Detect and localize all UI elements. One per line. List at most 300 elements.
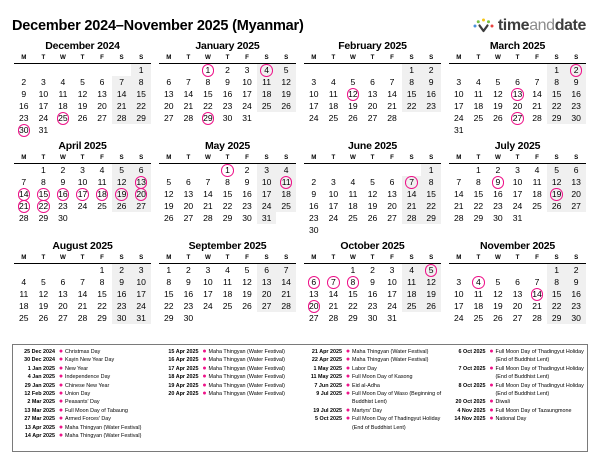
day-cell[interactable] (92, 312, 112, 324)
day-cell[interactable] (276, 264, 296, 277)
holiday-day-cell[interactable] (53, 188, 73, 200)
day-cell[interactable] (527, 176, 547, 188)
day-cell[interactable] (53, 88, 73, 100)
day-cell[interactable] (159, 88, 179, 100)
day-cell[interactable] (276, 76, 296, 88)
day-cell[interactable] (257, 264, 277, 277)
day-cell[interactable] (566, 88, 586, 100)
day-cell[interactable] (92, 288, 112, 300)
day-cell[interactable] (237, 264, 257, 277)
holiday-day-cell[interactable] (14, 200, 34, 212)
day-cell[interactable] (257, 188, 277, 200)
day-cell[interactable] (112, 76, 132, 88)
day-cell[interactable] (363, 100, 383, 112)
day-cell[interactable] (469, 112, 489, 124)
holiday-day-cell[interactable] (53, 112, 73, 124)
day-cell[interactable] (527, 76, 547, 88)
day-cell[interactable] (382, 276, 402, 288)
day-cell[interactable] (112, 112, 132, 124)
day-cell[interactable] (179, 88, 199, 100)
day-cell[interactable] (218, 88, 238, 100)
day-cell[interactable] (304, 188, 324, 200)
day-cell[interactable] (547, 112, 567, 124)
day-cell[interactable] (508, 276, 528, 288)
day-cell[interactable] (363, 200, 383, 212)
day-cell[interactable] (469, 312, 489, 324)
day-cell[interactable] (198, 76, 218, 88)
day-cell[interactable] (14, 176, 34, 188)
day-cell[interactable] (363, 76, 383, 88)
day-cell[interactable] (218, 276, 238, 288)
day-cell[interactable] (92, 176, 112, 188)
day-cell[interactable] (402, 288, 422, 300)
day-cell[interactable] (547, 200, 567, 212)
day-cell[interactable] (112, 176, 132, 188)
day-cell[interactable] (179, 276, 199, 288)
day-cell[interactable] (179, 100, 199, 112)
day-cell[interactable] (237, 164, 257, 177)
day-cell[interactable] (382, 100, 402, 112)
day-cell[interactable] (237, 188, 257, 200)
holiday-day-cell[interactable] (218, 164, 238, 177)
day-cell[interactable] (159, 276, 179, 288)
day-cell[interactable] (131, 312, 151, 324)
day-cell[interactable] (304, 100, 324, 112)
day-cell[interactable] (304, 88, 324, 100)
day-cell[interactable] (257, 176, 277, 188)
day-cell[interactable] (14, 276, 34, 288)
holiday-day-cell[interactable] (14, 124, 34, 136)
day-cell[interactable] (527, 112, 547, 124)
day-cell[interactable] (469, 300, 489, 312)
day-cell[interactable] (198, 188, 218, 200)
day-cell[interactable] (488, 276, 508, 288)
day-cell[interactable] (237, 200, 257, 212)
day-cell[interactable] (304, 112, 324, 124)
day-cell[interactable] (131, 64, 151, 77)
day-cell[interactable] (363, 312, 383, 324)
day-cell[interactable] (547, 64, 567, 77)
day-cell[interactable] (257, 200, 277, 212)
day-cell[interactable] (159, 200, 179, 212)
day-cell[interactable] (402, 88, 422, 100)
day-cell[interactable] (198, 276, 218, 288)
day-cell[interactable] (34, 312, 54, 324)
day-cell[interactable] (159, 300, 179, 312)
day-cell[interactable] (257, 300, 277, 312)
day-cell[interactable] (112, 88, 132, 100)
day-cell[interactable] (237, 176, 257, 188)
day-cell[interactable] (449, 112, 469, 124)
day-cell[interactable] (402, 300, 422, 312)
day-cell[interactable] (566, 200, 586, 212)
day-cell[interactable] (198, 288, 218, 300)
day-cell[interactable] (179, 312, 199, 324)
day-cell[interactable] (324, 212, 344, 224)
day-cell[interactable] (449, 124, 469, 136)
day-cell[interactable] (179, 264, 199, 277)
day-cell[interactable] (131, 264, 151, 277)
day-cell[interactable] (343, 176, 363, 188)
timeanddate-logo[interactable] (473, 17, 588, 35)
day-cell[interactable] (276, 88, 296, 100)
day-cell[interactable] (488, 100, 508, 112)
day-cell[interactable] (508, 312, 528, 324)
day-cell[interactable] (92, 76, 112, 88)
day-cell[interactable] (198, 300, 218, 312)
day-cell[interactable] (382, 264, 402, 277)
day-cell[interactable] (112, 300, 132, 312)
day-cell[interactable] (304, 288, 324, 300)
day-cell[interactable] (508, 200, 528, 212)
day-cell[interactable] (343, 112, 363, 124)
holiday-day-cell[interactable] (343, 88, 363, 100)
holiday-day-cell[interactable] (34, 188, 54, 200)
day-cell[interactable] (508, 100, 528, 112)
day-cell[interactable] (547, 176, 567, 188)
day-cell[interactable] (547, 100, 567, 112)
day-cell[interactable] (218, 264, 238, 277)
day-cell[interactable] (34, 164, 54, 177)
day-cell[interactable] (237, 276, 257, 288)
day-cell[interactable] (363, 276, 383, 288)
day-cell[interactable] (257, 88, 277, 100)
day-cell[interactable] (73, 312, 93, 324)
day-cell[interactable] (449, 200, 469, 212)
day-cell[interactable] (112, 276, 132, 288)
day-cell[interactable] (343, 288, 363, 300)
day-cell[interactable] (324, 176, 344, 188)
day-cell[interactable] (276, 188, 296, 200)
day-cell[interactable] (73, 288, 93, 300)
day-cell[interactable] (257, 164, 277, 177)
day-cell[interactable] (304, 212, 324, 224)
day-cell[interactable] (159, 176, 179, 188)
day-cell[interactable] (363, 300, 383, 312)
day-cell[interactable] (402, 100, 422, 112)
holiday-day-cell[interactable] (198, 112, 218, 124)
day-cell[interactable] (92, 164, 112, 177)
day-cell[interactable] (382, 88, 402, 100)
day-cell[interactable] (324, 88, 344, 100)
day-cell[interactable] (112, 100, 132, 112)
day-cell[interactable] (53, 312, 73, 324)
day-cell[interactable] (131, 276, 151, 288)
day-cell[interactable] (237, 100, 257, 112)
day-cell[interactable] (179, 200, 199, 212)
day-cell[interactable] (527, 188, 547, 200)
day-cell[interactable] (198, 264, 218, 277)
day-cell[interactable] (276, 64, 296, 77)
holiday-day-cell[interactable] (324, 276, 344, 288)
day-cell[interactable] (159, 76, 179, 88)
holiday-day-cell[interactable] (92, 188, 112, 200)
day-cell[interactable] (566, 76, 586, 88)
day-cell[interactable] (34, 276, 54, 288)
day-cell[interactable] (469, 76, 489, 88)
holiday-day-cell[interactable] (402, 176, 422, 188)
day-cell[interactable] (421, 100, 441, 112)
day-cell[interactable] (276, 288, 296, 300)
day-cell[interactable] (382, 312, 402, 324)
holiday-day-cell[interactable] (469, 276, 489, 288)
day-cell[interactable] (257, 212, 277, 224)
day-cell[interactable] (53, 176, 73, 188)
day-cell[interactable] (343, 312, 363, 324)
day-cell[interactable] (159, 112, 179, 124)
day-cell[interactable] (14, 100, 34, 112)
day-cell[interactable] (304, 224, 324, 236)
day-cell[interactable] (382, 176, 402, 188)
day-cell[interactable] (527, 100, 547, 112)
day-cell[interactable] (469, 100, 489, 112)
day-cell[interactable] (92, 200, 112, 212)
day-cell[interactable] (547, 164, 567, 177)
day-cell[interactable] (53, 212, 73, 224)
day-cell[interactable] (218, 64, 238, 77)
day-cell[interactable] (469, 88, 489, 100)
day-cell[interactable] (218, 176, 238, 188)
day-cell[interactable] (73, 76, 93, 88)
day-cell[interactable] (382, 112, 402, 124)
day-cell[interactable] (34, 100, 54, 112)
day-cell[interactable] (488, 112, 508, 124)
day-cell[interactable] (159, 288, 179, 300)
day-cell[interactable] (527, 300, 547, 312)
day-cell[interactable] (421, 300, 441, 312)
day-cell[interactable] (179, 112, 199, 124)
day-cell[interactable] (449, 188, 469, 200)
day-cell[interactable] (566, 164, 586, 177)
day-cell[interactable] (34, 176, 54, 188)
day-cell[interactable] (92, 264, 112, 277)
day-cell[interactable] (131, 300, 151, 312)
day-cell[interactable] (218, 76, 238, 88)
day-cell[interactable] (179, 288, 199, 300)
day-cell[interactable] (449, 76, 469, 88)
day-cell[interactable] (73, 276, 93, 288)
day-cell[interactable] (276, 300, 296, 312)
day-cell[interactable] (449, 88, 469, 100)
day-cell[interactable] (179, 176, 199, 188)
day-cell[interactable] (324, 112, 344, 124)
day-cell[interactable] (363, 264, 383, 277)
day-cell[interactable] (488, 88, 508, 100)
day-cell[interactable] (112, 288, 132, 300)
day-cell[interactable] (237, 288, 257, 300)
day-cell[interactable] (343, 212, 363, 224)
day-cell[interactable] (469, 176, 489, 188)
holiday-day-cell[interactable] (304, 300, 324, 312)
holiday-day-cell[interactable] (421, 264, 441, 277)
day-cell[interactable] (547, 300, 567, 312)
day-cell[interactable] (566, 276, 586, 288)
day-cell[interactable] (566, 264, 586, 277)
day-cell[interactable] (179, 76, 199, 88)
day-cell[interactable] (159, 188, 179, 200)
day-cell[interactable] (324, 100, 344, 112)
day-cell[interactable] (527, 200, 547, 212)
day-cell[interactable] (382, 188, 402, 200)
day-cell[interactable] (14, 88, 34, 100)
day-cell[interactable] (92, 112, 112, 124)
day-cell[interactable] (34, 112, 54, 124)
day-cell[interactable] (198, 88, 218, 100)
day-cell[interactable] (547, 76, 567, 88)
day-cell[interactable] (421, 188, 441, 200)
day-cell[interactable] (527, 276, 547, 288)
day-cell[interactable] (237, 112, 257, 124)
day-cell[interactable] (382, 300, 402, 312)
day-cell[interactable] (508, 164, 528, 177)
day-cell[interactable] (488, 300, 508, 312)
day-cell[interactable] (237, 300, 257, 312)
day-cell[interactable] (34, 288, 54, 300)
day-cell[interactable] (488, 76, 508, 88)
day-cell[interactable] (343, 264, 363, 277)
day-cell[interactable] (449, 300, 469, 312)
day-cell[interactable] (469, 164, 489, 177)
day-cell[interactable] (73, 112, 93, 124)
day-cell[interactable] (527, 88, 547, 100)
day-cell[interactable] (382, 212, 402, 224)
day-cell[interactable] (34, 76, 54, 88)
day-cell[interactable] (218, 112, 238, 124)
day-cell[interactable] (508, 300, 528, 312)
day-cell[interactable] (14, 76, 34, 88)
day-cell[interactable] (218, 212, 238, 224)
day-cell[interactable] (112, 312, 132, 324)
day-cell[interactable] (508, 212, 528, 224)
day-cell[interactable] (449, 100, 469, 112)
day-cell[interactable] (343, 200, 363, 212)
day-cell[interactable] (276, 276, 296, 288)
day-cell[interactable] (73, 100, 93, 112)
day-cell[interactable] (179, 188, 199, 200)
day-cell[interactable] (53, 76, 73, 88)
day-cell[interactable] (421, 76, 441, 88)
holiday-day-cell[interactable] (566, 64, 586, 77)
day-cell[interactable] (179, 300, 199, 312)
day-cell[interactable] (276, 164, 296, 177)
day-cell[interactable] (218, 300, 238, 312)
day-cell[interactable] (488, 164, 508, 177)
day-cell[interactable] (508, 176, 528, 188)
day-cell[interactable] (218, 200, 238, 212)
day-cell[interactable] (257, 288, 277, 300)
day-cell[interactable] (34, 124, 54, 136)
day-cell[interactable] (53, 288, 73, 300)
day-cell[interactable] (449, 288, 469, 300)
day-cell[interactable] (382, 288, 402, 300)
day-cell[interactable] (131, 76, 151, 88)
day-cell[interactable] (547, 276, 567, 288)
holiday-day-cell[interactable] (257, 64, 277, 77)
day-cell[interactable] (488, 188, 508, 200)
holiday-day-cell[interactable] (508, 112, 528, 124)
day-cell[interactable] (402, 200, 422, 212)
day-cell[interactable] (488, 200, 508, 212)
day-cell[interactable] (14, 312, 34, 324)
day-cell[interactable] (34, 88, 54, 100)
day-cell[interactable] (343, 188, 363, 200)
day-cell[interactable] (53, 300, 73, 312)
day-cell[interactable] (14, 212, 34, 224)
day-cell[interactable] (304, 200, 324, 212)
day-cell[interactable] (566, 188, 586, 200)
day-cell[interactable] (363, 212, 383, 224)
day-cell[interactable] (324, 188, 344, 200)
day-cell[interactable] (198, 100, 218, 112)
day-cell[interactable] (112, 264, 132, 277)
day-cell[interactable] (198, 212, 218, 224)
holiday-day-cell[interactable] (14, 188, 34, 200)
day-cell[interactable] (449, 212, 469, 224)
day-cell[interactable] (449, 312, 469, 324)
day-cell[interactable] (421, 88, 441, 100)
day-cell[interactable] (73, 200, 93, 212)
day-cell[interactable] (112, 200, 132, 212)
day-cell[interactable] (73, 300, 93, 312)
day-cell[interactable] (547, 264, 567, 277)
day-cell[interactable] (159, 100, 179, 112)
day-cell[interactable] (421, 200, 441, 212)
holiday-day-cell[interactable] (131, 188, 151, 200)
day-cell[interactable] (324, 300, 344, 312)
day-cell[interactable] (237, 212, 257, 224)
day-cell[interactable] (34, 212, 54, 224)
day-cell[interactable] (14, 288, 34, 300)
day-cell[interactable] (324, 76, 344, 88)
day-cell[interactable] (131, 88, 151, 100)
day-cell[interactable] (92, 276, 112, 288)
day-cell[interactable] (469, 188, 489, 200)
day-cell[interactable] (131, 164, 151, 177)
day-cell[interactable] (449, 176, 469, 188)
day-cell[interactable] (257, 100, 277, 112)
day-cell[interactable] (218, 100, 238, 112)
day-cell[interactable] (159, 312, 179, 324)
day-cell[interactable] (402, 76, 422, 88)
day-cell[interactable] (566, 312, 586, 324)
day-cell[interactable] (343, 300, 363, 312)
day-cell[interactable] (527, 312, 547, 324)
day-cell[interactable] (469, 288, 489, 300)
day-cell[interactable] (402, 212, 422, 224)
day-cell[interactable] (324, 200, 344, 212)
day-cell[interactable] (363, 288, 383, 300)
holiday-day-cell[interactable] (112, 188, 132, 200)
day-cell[interactable] (257, 76, 277, 88)
day-cell[interactable] (402, 276, 422, 288)
day-cell[interactable] (421, 212, 441, 224)
holiday-day-cell[interactable] (508, 88, 528, 100)
holiday-day-cell[interactable] (276, 176, 296, 188)
day-cell[interactable] (421, 276, 441, 288)
day-cell[interactable] (469, 212, 489, 224)
day-cell[interactable] (53, 100, 73, 112)
day-cell[interactable] (324, 312, 344, 324)
day-cell[interactable] (34, 300, 54, 312)
day-cell[interactable] (237, 64, 257, 77)
day-cell[interactable] (304, 312, 324, 324)
day-cell[interactable] (363, 188, 383, 200)
day-cell[interactable] (566, 300, 586, 312)
day-cell[interactable] (421, 164, 441, 177)
day-cell[interactable] (131, 200, 151, 212)
day-cell[interactable] (276, 200, 296, 212)
day-cell[interactable] (363, 112, 383, 124)
